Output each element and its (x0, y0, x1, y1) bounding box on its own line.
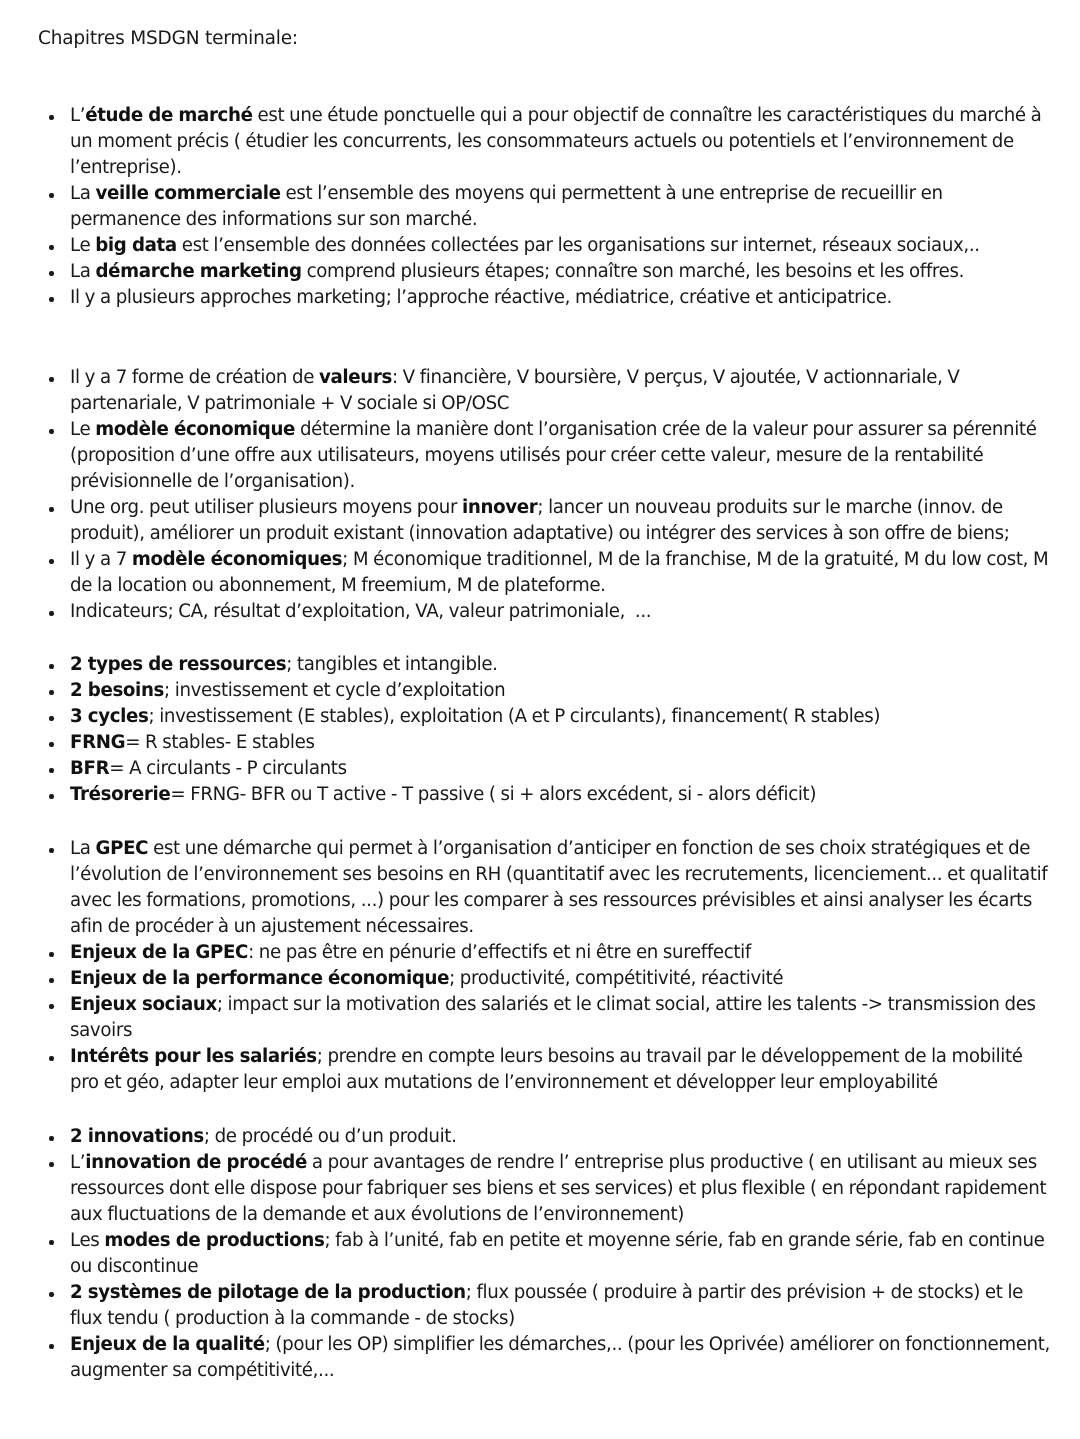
item-text: ; impact sur la motivation des salariés et le climat social, attire les talents -> transmission des savoirs (70, 994, 1036, 1041)
key-term: Enjeux de la GPEC (70, 942, 249, 963)
key-term: GPEC (95, 838, 149, 859)
list-item (0, 599, 1080, 625)
item-text: ; productivité, compétitivité, réactivité (449, 968, 784, 989)
list-item (0, 1044, 1080, 1096)
item-text: ; flux poussée ( produire à partir des prévision + de stocks) et le flux tendu ( production à la commande - de stocks) (70, 1282, 1023, 1329)
key-term: FRNG (70, 732, 126, 753)
item-text: ; M économique traditionnel, M de la franchise, M de la gratuité, M du low cost, M de la location ou abonnement, M freemium, M de plateforme. (70, 549, 1049, 596)
item-text: est l’ensemble des moyens qui permettent à une entreprise de recueillir en permanence des informations sur son marché. (70, 183, 943, 230)
key-term: étude de marché (85, 105, 253, 126)
list-item (0, 1150, 1080, 1228)
list-item (0, 1228, 1080, 1280)
item-text: Le (70, 235, 96, 256)
item-text: = A circulants - P circulants (109, 758, 347, 779)
list-item (0, 678, 1080, 704)
document-title: Chapitres MSDGN terminale: (38, 28, 298, 49)
list-item (0, 1332, 1080, 1384)
item-text: ; tangibles et intangible. (286, 654, 498, 675)
item-text: ; investissement et cycle d’exploitation (164, 680, 506, 701)
item-text: ; prendre en compte leurs besoins au travail par le développement de la mobilité pro et géo, adapter leur emploi aux mutations de l’environnement et développer leur employabilité (70, 1046, 1023, 1093)
list-item (0, 704, 1080, 730)
item-text: La (70, 838, 96, 859)
key-term: 2 innovations (70, 1126, 204, 1147)
key-term: 3 cycles (70, 706, 149, 727)
item-text: : ne pas être en pénurie d’effectifs et ni être en sureffectif (248, 942, 751, 963)
list-item (0, 495, 1080, 547)
key-term: 2 types de ressources (70, 654, 287, 675)
item-text: a pour avantages de rendre l’ entreprise plus productive ( en utilisant au mieux ses ressources dont elle dispose pour fabriquer ses biens et ses services) et plus flexible ( en répondant rapidement aux fluctuations de la demande et aux évolutions de l’environnement) (70, 1152, 1047, 1225)
list-item (0, 756, 1080, 782)
key-term: Intérêts pour les salariés (70, 1046, 317, 1067)
list-item (0, 103, 1080, 181)
list-item (0, 259, 1080, 285)
item-text: L’ (70, 105, 86, 126)
key-term: Enjeux de la qualité (70, 1334, 265, 1355)
item-text: Les (70, 1230, 105, 1251)
item-text: = R stables- E stables (125, 732, 315, 753)
item-text: est l’ensemble des données collectées par les organisations sur internet, réseaux sociaux,.. (176, 235, 980, 256)
key-term: Enjeux de la performance économique (70, 968, 450, 989)
list-item (0, 940, 1080, 966)
item-text: Il y a plusieurs approches marketing; l’approche réactive, médiatrice, créative et anticipatrice. (70, 287, 892, 308)
list-item (0, 652, 1080, 678)
key-term: BFR (70, 758, 110, 779)
list-item (0, 1124, 1080, 1150)
key-term: modèle économiques (131, 549, 343, 570)
list-item (0, 365, 1080, 417)
item-text: La (70, 183, 96, 204)
item-text: est une étude ponctuelle qui a pour objectif de connaître les caractéristiques du marché à un moment précis ( étudier les concurrents, les consommateurs actuels ou potentiels et l’environnement de l’entreprise). (70, 105, 1042, 178)
item-text: Indicateurs; CA, résultat d’exploitation, VA, valeur patrimoniale, ... (70, 601, 652, 622)
section-gpec (0, 836, 1080, 1096)
bullet-list (0, 103, 1080, 311)
list-item (0, 730, 1080, 756)
key-term: veille commerciale (95, 183, 281, 204)
item-text: ; lancer un nouveau produits sur le marche (innov. de produit), améliorer un produit existant (innovation adaptative) ou intégrer des services à son offre de biens; (70, 497, 1010, 544)
item-text: Il y a 7 (70, 549, 132, 570)
list-item (0, 992, 1080, 1044)
list-item (0, 417, 1080, 495)
item-text: ; investissement (E stables), exploitation (A et P circulants), financement( R stables) (148, 706, 881, 727)
item-text: est une démarche qui permet à l’organisation d’anticiper en fonction de ses choix stratégiques et de l’évolution de l’environnement ses besoins en RH (quantitatif avec les recrutements, licenciement... et qualitatif avec les formations, promotions, ...) pour les comparer à ses ressources prévisibles et ainsi analyser les écarts afin de procéder à un ajustement nécessaires. (70, 838, 1048, 937)
item-text: détermine la manière dont l’organisation crée de la valeur pour assurer sa pérennité (proposition d’une offre aux utilisateurs, moyens utilisés pour créer cette valeur, mesure de la rentabilité prévisionnelle de l’organisation). (70, 419, 1037, 492)
list-item (0, 181, 1080, 233)
key-term: 2 systèmes de pilotage de la production (70, 1282, 466, 1303)
section-finance (0, 652, 1080, 808)
list-item (0, 547, 1080, 599)
key-term: modèle économique (95, 419, 296, 440)
list-item (0, 836, 1080, 940)
bullet-list (0, 836, 1080, 1096)
key-term: modes de productions (104, 1230, 325, 1251)
item-text: L’ (70, 1152, 86, 1173)
item-text: La (70, 261, 96, 282)
item-text: = FRNG- BFR ou T active - T passive ( si + alors excédent, si - alors déficit) (170, 784, 817, 805)
bullet-list (0, 1124, 1080, 1384)
list-item (0, 233, 1080, 259)
item-text: comprend plusieurs étapes; connaître son marché, les besoins et les offres. (301, 261, 965, 282)
item-text: ; fab à l’unité, fab en petite et moyenne série, fab en grande série, fab en continue ou discontinue (70, 1230, 1045, 1277)
key-term: valeurs (318, 367, 392, 388)
key-term: 2 besoins (70, 680, 165, 701)
item-text: Il y a 7 forme de création de (70, 367, 319, 388)
list-item (0, 966, 1080, 992)
key-term: innovation de procédé (85, 1152, 307, 1173)
item-text: Une org. peut utiliser plusieurs moyens pour (70, 497, 463, 518)
item-text: ; (pour les OP) simplifier les démarches,.. (pour les Oprivée) améliorer on fonctionnement, augmenter sa compétitivité,... (70, 1334, 1050, 1381)
section-valeur-modele (0, 365, 1080, 625)
section-marketing (0, 103, 1080, 311)
item-text: ; de procédé ou d’un produit. (203, 1126, 457, 1147)
key-term: Trésorerie (70, 784, 171, 805)
item-text: Le (70, 419, 96, 440)
bullet-list (0, 652, 1080, 808)
section-production (0, 1124, 1080, 1384)
item-text: : V financière, V boursière, V perçus, V ajoutée, V actionnariale, V partenariale, V patrimoniale + V sociale si OP/OSC (70, 367, 960, 414)
list-item (0, 285, 1080, 311)
key-term: démarche marketing (95, 261, 302, 282)
bullet-list (0, 365, 1080, 625)
key-term: innover (462, 497, 538, 518)
key-term: Enjeux sociaux (70, 994, 217, 1015)
list-item (0, 782, 1080, 808)
key-term: big data (95, 235, 177, 256)
list-item (0, 1280, 1080, 1332)
